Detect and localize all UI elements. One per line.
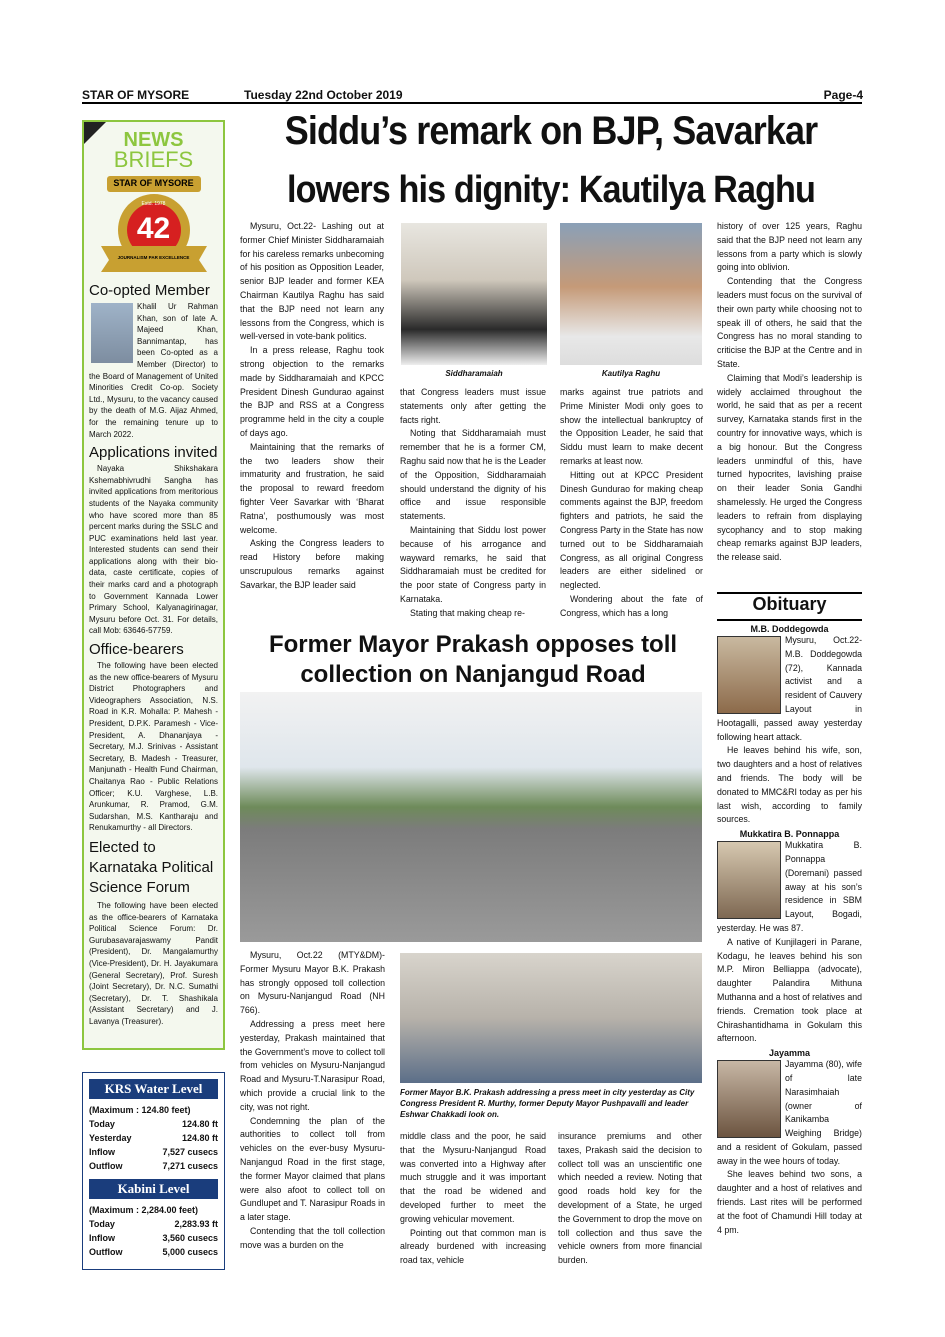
obituary-name: M.B. Doddegowda [750, 624, 829, 634]
brief-title: Co-opted Member [89, 282, 210, 299]
level-value: 3,560 cusecs [162, 1233, 218, 1243]
paragraph: Stating that making cheap re- [410, 607, 525, 618]
lead-column-3 [560, 386, 703, 621]
paragraph: Contending that the Congress leaders must focus on the survival of their own party while choosing not to speak ill of others, he said that the Congress has no moral standing to criticise the BJP at the Centre and in State. [717, 276, 862, 369]
level-value: 124.80 ft [181, 1133, 218, 1143]
brief-text: Khalil Ur Rahman Khan, son of late A. Majeed Khan, Bannimantap, has been Co-opted as a Member (Director) to the Board of Management of United Minorities Credit Co-op. Society Ltd., Mysuru, to the vacancy caused by the death of M.G. Aijaz Ahmed, for the remaining tenure up to March 2022. [89, 302, 218, 439]
issue-date: Tuesday 22nd October 2019 [244, 88, 403, 102]
paragraph: marks against true patriots and Prime Minister Modi only goes to show the intellectual bankruptcy of the Opposition Leader, he said that Siddu must learn to make decent remarks at least now. [560, 387, 703, 466]
level-label: Today [89, 1119, 115, 1129]
brief-title: Office-bearers [89, 641, 184, 659]
level-label: Inflow [89, 1233, 115, 1243]
lead-column-1 [240, 220, 384, 593]
paragraph: Claiming that Modi’s leadership is widely acclaimed throughout the world, he said that as per a recent survey, Karnataka stands first in the country for innovative ways, which is a big honour. But the Congress leaders unmindful of this, have turned hypocrites, lavishing praise on their leader Sonia Gandhi shamelessly. He urged the Congress leaders to refrain from displaying sycophancy and to stop making cheap remarks against BJP leaders, the release said. [717, 372, 862, 563]
level-value: 124.80 ft [181, 1119, 218, 1129]
paragraph: Maintaining that Siddu lost power because of his arrogance and wayward remarks, he said that Siddharamaiah must be credited for the poor state of Congress party in Karnataka. [400, 524, 546, 604]
level-row [89, 1145, 218, 1159]
toll-plaza-photo [240, 692, 702, 942]
lead-headline-line2: lowers his dignity: Kautilya Raghu [286, 169, 816, 211]
news-briefs-logo: NEWS BRIEFS [113, 129, 194, 172]
obituary-entries [717, 624, 862, 1237]
level-row [89, 1159, 218, 1173]
paragraph: Contending that the toll collection move was a burden on the [240, 1225, 385, 1250]
paragraph: In a press release, Raghu took strong objection to the remarks made by Siddharamaiah and KPCC President Dinesh Gundurao against the BJP and RSS at a Congress programme held in the city a couple of days ago. [240, 345, 384, 438]
paragraph: insurance premiums and other taxes, Prakash said the decision to collect toll was an unscientific one which needed a review. Noting that good roads hold key for the development of a State, he urged the Government to drop the move on toll collection and thus save the vehicle owners from more financial burden. [558, 1131, 702, 1266]
level-value: 7,527 cusecs [162, 1147, 218, 1157]
press-meet-photo [400, 953, 702, 1083]
level-row [89, 1103, 218, 1117]
paragraph: Asking the Congress leaders to read History before making unscrupulous remarks against Savarkar, the BJP leader said [240, 538, 384, 590]
level-value: 2,283.93 ft [174, 1219, 218, 1229]
coopted-member-photo [91, 303, 133, 363]
lead-column-4 [717, 220, 862, 565]
krs-table [89, 1103, 218, 1173]
kautilya-raghu-photo [560, 223, 702, 365]
level-label: (Maximum : 2,284.00 feet) [89, 1205, 199, 1215]
paragraph: Pointing out that common man is already burdened with increasing road tax, vehicle [400, 1227, 546, 1266]
page-number: Page-4 [823, 88, 863, 102]
brief-title: Applications invited [89, 444, 218, 462]
toll-headline: Former Mayor Prakash opposes toll collection on Nanjangud Road [268, 631, 678, 688]
anniversary-badge: STAR OF MYSORE Estd. 1978 42 JOURNALISM PAR EXCELLENCE [95, 174, 213, 278]
obituary-body: Mukkatira B. Ponnappa (Doremani) passed away at his son’s residence in SBM Layout, Bogadi, yesterday. He was 87. A native of Kunjilageri in Parane, Kodagu, he leaves behind his son M.P. Miron Belliappa (advocate), daughter Palandira Mithuna Muthanna and a host of relatives and friends. Cremation took place at Chirashantidhama in Gokulam this afternoon. [717, 840, 862, 1044]
toll-column-2 [400, 1130, 546, 1268]
brief-text: Nayaka Shikshakara Kshemabhivrudhi Sangha has invited applications from meritorious students of the Nayaka community who have scored more than 85 percent marks during the SSLC and PUC examinations held last year. Interested students can send their applications along with their bio-data, caste certificate, copies of their marks card and a photograph to Government Kannada Lower Primary School, Kalyanagirinagar, Mysuru before Oct. 31. For details, call Mob: 63646-57759. [89, 464, 218, 636]
paragraph: Condemning the plan of the authorities to collect toll from vehicles on the ever-busy Mysuru-Nanjangud Road in the first stage, the former Mayor claimed that plans were also afoot to collect toll on Gundlupet and T. Narasipur Roads in a later stage. [240, 1115, 385, 1223]
paragraph: Wondering about the fate of Congress, which has a long [560, 593, 703, 618]
reservoir-levels [82, 1072, 225, 1270]
paragraph: Mysuru, Oct.22 (MTY&DM)- Former Mysuru Mayor B.K. Prakash has strongly opposed toll collection on Mysuru-Nanjangud Road (NH 766). [240, 950, 385, 1016]
obituary-rule-bottom [717, 619, 862, 621]
obituary-name: Jayamma [768, 1048, 811, 1059]
photo-caption-left: Siddharamaiah [445, 369, 503, 378]
level-value: 5,000 cusecs [162, 1247, 218, 1257]
level-label: Yesterday [89, 1133, 132, 1143]
toll-column-1 [240, 949, 385, 1253]
level-row [89, 1231, 218, 1245]
header-rule [82, 102, 862, 104]
level-row [89, 1245, 218, 1259]
lead-column-2 [400, 386, 546, 621]
paragraph: history of over 125 years, Raghu said that the BJP need not learn any lessons from a party which is slowly going into oblivion. [717, 221, 862, 273]
paragraph: Noting that Siddharamaiah must remember that he is a former CM, Raghu said now that he is the Leader of the Opposition, Siddharamaiah should understand the dignity of his office and issue responsible statements. [400, 428, 546, 522]
level-label: Outflow [89, 1161, 123, 1171]
brief-title: Elected to Karnataka Political Science Forum [89, 838, 214, 896]
level-label: Inflow [89, 1147, 115, 1157]
krs-title: KRS Water Level [89, 1079, 218, 1099]
level-row [89, 1131, 218, 1145]
paper-name: STAR OF MYSORE [82, 88, 190, 102]
level-label: Today [89, 1219, 115, 1229]
paragraph: Mysuru, Oct.22- Lashing out at former Chief Minister Siddharamaiah for his careless remarks unbecoming of his position as Opposition Leader, senior BJP leader and former KEA Chairman Kautilya Raghu has said that the BJP need not learn any lessons from the Congress, which is well-versed in vote-bank politics. [240, 221, 384, 342]
obituary-photo [717, 841, 781, 919]
press-meet-caption: Former Mayor B.K. Prakash addressing a press meet in city yesterday as City Congress President R. Murthy, former Deputy Mayor Pushpavalli and leader Eshwar Chakkadi look on. [400, 1088, 695, 1119]
obituary-body: Mysuru, Oct.22- M.B. Doddegowda (72), Kannada activist and a resident of Cauvery Layout in Hootagalli, passed away yesterday following heart attack. He leaves behind his wife, son, two daughters and a host of relatives and friends. The body will be donated to MMC&RI today as per his last wish, according to family sources. [717, 635, 862, 825]
paragraph: that Congress leaders must issue statements only after getting the facts right. [400, 387, 546, 425]
obituary-body: Jayamma (80), wife of late Narasimhaiah (owner of Kanikamba Weighing Bridge) and a resident of Gokulam, passed away in the wee hours of today. She leaves behind two sons, a daughter and a host of relatives and friends. Last rites will be performed at the foot of Chamundi Hill today at 4 pm. [717, 1059, 862, 1235]
paragraph: Hitting out at KPCC President Dinesh Gundurao for making cheap comments against the BJP, freedom fighters and patriots, he said the Congress Party in the State has now turned out to be Siddharamaiah Congress, as all original Congress leaders are either sidelined or neglected. [560, 469, 703, 591]
obituary-photo [717, 636, 781, 714]
corner-mark [84, 122, 106, 144]
obituary-photo [717, 1060, 781, 1138]
obituary-name: Mukkatira B. Ponnappa [739, 829, 840, 840]
kabini-title: Kabini Level [89, 1179, 218, 1199]
photo-caption-right: Kautilya Raghu [601, 369, 661, 378]
paragraph: Maintaining that the remarks of the two leaders show their immaturity and frustration, he said the proposal to reward freedom fighter Veer Savarkar with ‘Bharat Ratna’, posthumously was most welcome. [240, 441, 384, 535]
brief-text: The following have been elected as the new office-bearers of Mysuru District Photographers and Videographers Association, N.S. Road in K.R. Mohalla: P. Mahesh - President, D.P.K. Paramesh - Vice-President, A. Dhananjaya - Secretary, M.J. Srinivas - Assistant Secretary, B. Madesh - Treasurer, Manjunath - Health Fund Chairman, Chaitanya Rao - Public Relations Officer; K.U. Varghese, L.B. Arunkumar, R. Pramod, G.M. Sudarshan, M.S. Kantharaju and Renukamurthy - all Directors. [89, 661, 218, 833]
paragraph: middle class and the poor, he said that the Mysuru-Nanjangud Road was converted into a Highway after much struggle and it was important that the road be widened and developed further to meet the growing vehicular movement. [400, 1131, 546, 1224]
siddharamaiah-photo [401, 223, 547, 365]
lead-headline-line1: Siddu’s remark on BJP, Savarkar [284, 109, 818, 153]
paragraph: Addressing a press meet here yesterday, Prakash maintained that the Government’s move to collect toll from vehicles on Mysuru-Nanjangud Road and Mysuru-T.Narasipur Road, which provide a crucial link to the city, was not right. [240, 1018, 385, 1112]
kabini-table [89, 1203, 218, 1259]
toll-column-3 [558, 1130, 702, 1268]
news-briefs-sidebar [82, 120, 225, 1050]
level-row [89, 1203, 218, 1217]
level-label: Outflow [89, 1247, 123, 1257]
level-row [89, 1117, 218, 1131]
brief-text: The following have been elected as the office-bearers of Karnataka Political Science Forum: Dr. Gurubasavarajaswamy Pandit (President), Dr. Mangalamurthy (Vice-President), Dr. H. Jayakumara (General Secretary), Prof. Suresh (Joint Secretary), Dr. N.C. Sumathi (Secretary), Dr. T. Shashikala (Assistant Secretary) and J. Lavanya (Treasurer). [89, 900, 218, 1026]
level-value: 7,271 cusecs [162, 1161, 218, 1171]
obituary-title: Obituary [752, 594, 827, 614]
level-row [89, 1217, 218, 1231]
level-label: (Maximum : 124.80 feet) [89, 1105, 191, 1115]
